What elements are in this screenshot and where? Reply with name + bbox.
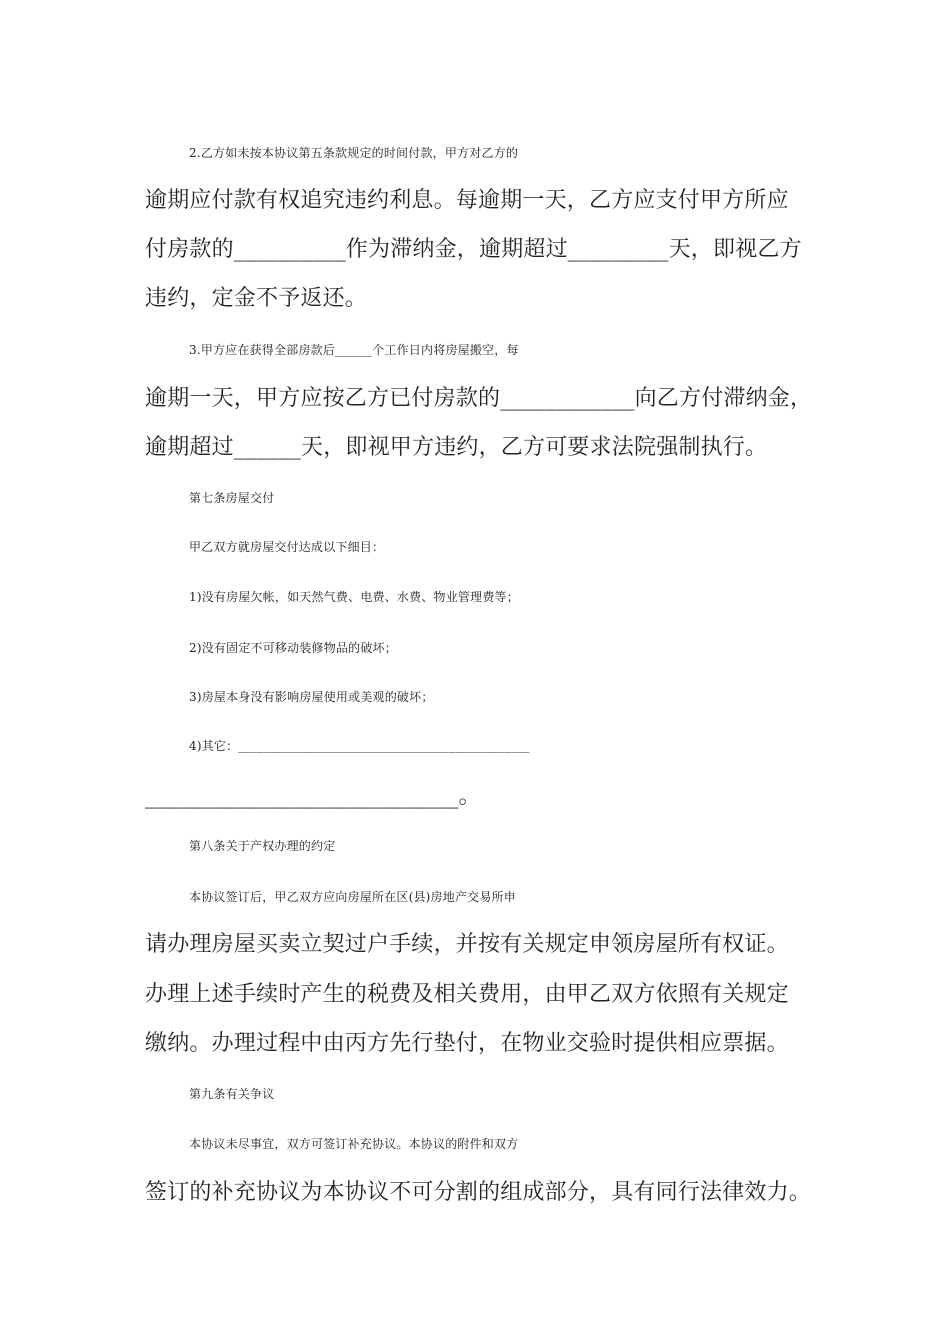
paragraph-line: 请办理房屋买卖立契过户手续，并按有关规定申领房屋所有权证。 [145,932,789,957]
paragraph-line: 甲乙双方就房屋交付达成以下细目： [189,540,385,554]
paragraph-line: 本协议签订后，甲乙双方应向房屋所在区(县)房地产交易所申 [189,890,516,904]
section-heading: 第八条关于产权办理的约定 [189,839,336,853]
paragraph-line: ____________________________。 [145,784,481,809]
paragraph-line: 逾期超过______天，即视甲方违约，乙方可要求法院强制执行。 [145,435,768,460]
paragraph-line: 付房款的__________作为滞纳金，逾期超过_________天，即视乙方 [145,237,802,262]
paragraph-line: 2.乙方如未按本协议第五条款规定的时间付款，甲方对乙方的 [189,146,519,160]
list-item: 2)没有固定不可移动装修物品的破坏； [189,641,397,655]
list-item: 4)其它：_______________________________________________ [189,739,530,753]
paragraph-line: 缴纳。办理过程中由丙方先行垫付，在物业交验时提供相应票据。 [145,1031,789,1056]
list-item: 3)房屋本身没有影响房屋使用或美观的破坏； [189,690,434,704]
paragraph-line: 逾期应付款有权追究违约利息。每逾期一天，乙方应支付甲方所应 [145,188,789,213]
list-item: 1)没有房屋欠帐，如天然气费、电费、水费、物业管理费等； [189,590,519,604]
paragraph-line: 3.甲方应在获得全部房款后______个工作日内将房屋搬空，每 [189,343,519,357]
paragraph-line: 签订的补充协议为本协议不可分割的组成部分，具有同行法律效力。 [145,1180,812,1205]
paragraph-line: 本协议未尽事宜，双方可签订补充协议。本协议的附件和双方 [189,1137,519,1151]
paragraph-line: 违约，定金不予返还。 [145,286,368,311]
section-heading: 第七条房屋交付 [189,491,275,505]
section-heading: 第九条有关争议 [189,1087,275,1101]
paragraph-line: 逾期一天，甲方应按乙方已付房款的____________向乙方付滞纳金， [145,386,813,411]
paragraph-line: 办理上述手续时产生的税费及相关费用，由甲乙双方依照有关规定 [145,982,789,1007]
